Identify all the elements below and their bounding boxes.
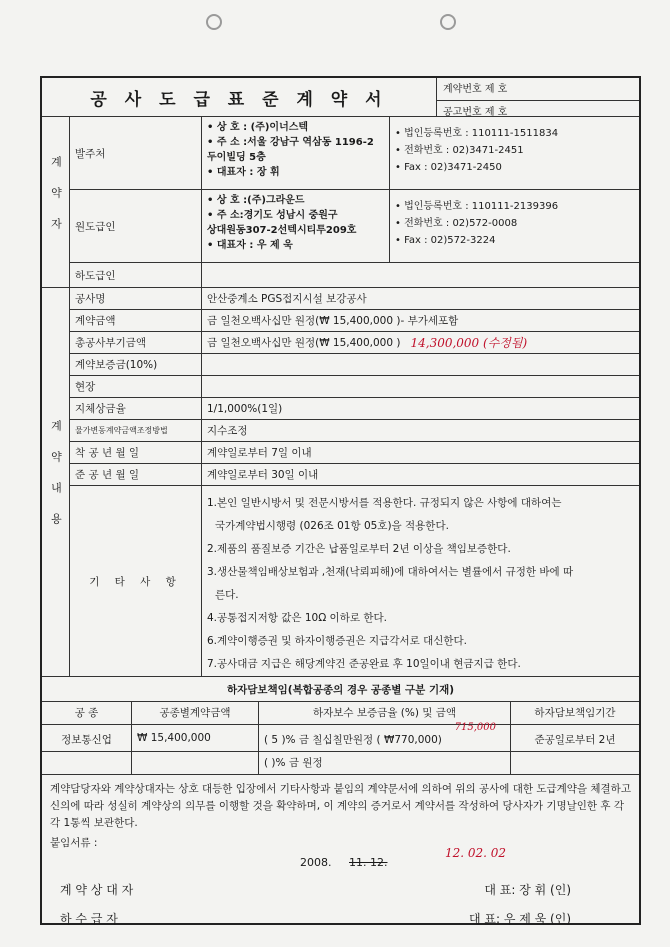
defect-row <box>42 752 639 775</box>
owner-tel: • 전화번호 : 02)3471-2451 <box>395 145 524 156</box>
page-title: 공 사 도 급 표 준 계 약 서 <box>42 78 437 116</box>
contractor-row <box>70 190 639 263</box>
contents-section <box>42 288 639 677</box>
content-label: 계약보증금(10%) <box>70 354 202 375</box>
notice-number: 공고번호 제 호 <box>443 107 508 118</box>
defect-title: 하자담보책임(복합공종의 경우 공종별 구분 기재) <box>226 684 455 696</box>
defect-header-rate: 하자보수 보증금율 (%) 및 금액 <box>259 702 511 724</box>
content-row <box>70 398 639 420</box>
content-value: 지수조정 <box>207 425 248 437</box>
date-handwritten: 12. 02. 02 <box>445 846 507 860</box>
contract-form <box>40 76 641 925</box>
contractor-address2: 상대원동307-2선텍시티투209호 <box>207 225 357 236</box>
contract-number: 계약번호 제 호 <box>437 78 639 101</box>
owner-reg: • 법인등록번호 : 110111-1511834 <box>395 128 559 139</box>
owner-info <box>202 117 390 189</box>
binder-hole-left <box>206 14 222 30</box>
content-label: 총공사부기금액 <box>70 332 202 353</box>
content-value <box>202 354 639 375</box>
contract-amount: 금 일천오백사십만 원정(₩ 15,400,000 ) <box>207 315 401 327</box>
defect-handwritten: 715,000 <box>454 722 496 733</box>
rep-subcontractor: 대 표: 우 제 욱 (인) <box>468 912 571 926</box>
content-label: 현장 <box>70 376 202 397</box>
contractor-reg: • 법인등록번호 : 110111-2139396 <box>395 201 559 212</box>
content-row <box>70 420 639 442</box>
content-label: 물가변동계약금액조정방법 <box>70 420 202 441</box>
date-struck: 11. 12. <box>349 856 388 869</box>
title-row <box>42 78 639 117</box>
rep-contractor: 대 표: 장 휘 (인) <box>484 883 571 897</box>
contract-date <box>50 846 631 869</box>
content-row <box>70 464 639 486</box>
owner-fax: • Fax : 02)3471-2450 <box>395 162 502 173</box>
subcontractor-row <box>70 263 639 287</box>
defect-period <box>511 752 639 774</box>
defect-rate: ( )% 금 원정 <box>259 752 511 774</box>
other-terms-label: 기 타 사 항 <box>70 486 202 676</box>
contractor-name: • 상 호 :(주)그라운드 <box>207 195 305 206</box>
other-terms-clauses <box>202 486 639 676</box>
owner-name: • 상 호 : (주)이너스텍 <box>207 122 309 133</box>
attachments-label: 붙임서류 : <box>50 837 98 849</box>
agreement-text: 계약담당자와 계약상대자는 상호 대등한 입장에서 기타사항과 붙임의 계약문서에 의하여 위의 공사에 대한 도급계약을 체결하고 신의에 따라 성실히 계약상의 의무를 이행할 것을 확약하며, 이 계약의 증거로서 계약서를 작성하여 당사자가 기명날인한 후 각각 1통씩 보관한다. <box>50 783 631 829</box>
number-box <box>437 78 639 116</box>
clause-line: 국가계약법시행령 (026조 01항 05호)을 적용한다. <box>215 520 449 532</box>
content-value <box>202 332 639 353</box>
owner-role: 발주처 <box>70 117 202 189</box>
clause-line: 2.제품의 품질보증 기간은 납품일로부터 2년 이상을 책임보증한다. <box>207 543 511 555</box>
clause-line: 른다. <box>215 589 239 601</box>
party-contractor: 계 약 상 대 자 <box>60 883 134 897</box>
contractor-fax: • Fax : 02)572-3224 <box>395 235 496 246</box>
clause-line: 4.공통접지저항 값은 10Ω 이하로 한다. <box>207 612 387 624</box>
party-subcontractor: 하 수 급 자 <box>60 912 118 926</box>
content-label: 준 공 년 월 일 <box>70 464 202 485</box>
contractor-parties <box>70 117 639 287</box>
owner-row <box>70 117 639 190</box>
content-label: 계약금액 <box>70 310 202 331</box>
defect-rate <box>259 722 511 751</box>
contents-section-label: 계약내용 <box>42 288 70 676</box>
content-row <box>70 288 639 310</box>
defect-type: 정보통신업 <box>42 725 132 751</box>
agreement-block <box>42 775 639 926</box>
handwritten-correction: 14,300,000 (수정됨) <box>410 336 528 350</box>
clause-line: 7.공사대금 지급은 해당계약건 준공완료 후 10일이내 현금지급 한다. <box>207 658 521 670</box>
contractor-contact <box>390 190 639 262</box>
defect-header-period: 하자담보책임기간 <box>534 707 616 719</box>
clause-line: 6.계약이행증권 및 하자이행증권은 지급각서로 대신한다. <box>207 635 467 647</box>
defect-header-type: 공 종 <box>42 702 132 724</box>
contractor-address1: • 주 소:경기도 성남시 중원구 <box>207 210 338 221</box>
content-value <box>202 376 639 397</box>
content-row <box>70 332 639 354</box>
defect-amount <box>132 752 259 774</box>
content-row <box>70 310 639 332</box>
content-row <box>70 442 639 464</box>
content-value: 안산중계소 PGS접지시설 보강공사 <box>207 293 367 305</box>
subcontractor-label: 하도급인 <box>70 263 202 287</box>
owner-contact <box>390 117 639 189</box>
date-printed: 2008. <box>300 856 332 869</box>
content-label: 착 공 년 월 일 <box>70 442 202 463</box>
contractor-tel: • 전화번호 : 02)572-0008 <box>395 218 518 229</box>
defect-title-row <box>42 677 639 702</box>
content-row <box>70 376 639 398</box>
contractor-rep: • 대표자 : 우 제 욱 <box>207 240 293 251</box>
vat-note: - 부가세포함 <box>400 315 459 327</box>
total-amount: 금 일천오백사십만 원정(₩ 15,400,000 ) <box>207 337 401 349</box>
contractor-role: 원도급인 <box>70 190 202 262</box>
content-label: 공사명 <box>70 288 202 309</box>
defect-period: 준공일로부터 2년 <box>534 734 616 746</box>
subcontractor-value <box>202 263 639 287</box>
defect-header-row <box>42 702 639 725</box>
owner-rep: • 대표자 : 장 휘 <box>207 167 280 178</box>
defect-type <box>42 752 132 774</box>
other-terms-row <box>70 486 639 676</box>
clause-line: 1.본인 일반시방서 및 전문시방서를 적용한다. 규정되지 않은 사항에 대하여는 <box>207 497 562 509</box>
defect-amount: ₩ 15,400,000 <box>132 725 259 751</box>
owner-address1: • 주 소 :서울 강남구 역삼동 1196-2 <box>207 137 374 148</box>
signature-row-2 <box>50 910 631 927</box>
clause-line: 3.생산물책임배상보험과 ,천재(낙뢰피해)에 대하여서는 별률에서 규정한 바에 따 <box>207 566 574 578</box>
defect-row <box>42 722 639 752</box>
contractor-section-label: 계약자 <box>42 117 70 287</box>
contractor-info <box>202 190 390 262</box>
content-value <box>202 310 639 331</box>
binder-hole-right <box>440 14 456 30</box>
content-value: 1/1,000%(1일) <box>207 403 283 415</box>
defect-header-amount: 공종별계약금액 <box>132 702 259 724</box>
signature-row-1 <box>50 881 631 898</box>
content-value: 계약일로부터 7일 이내 <box>207 447 312 459</box>
contractor-section <box>42 117 639 288</box>
defect-rate-text: ( 5 )% 금 칠십칠만원정 ( ₩770,000) <box>264 734 442 746</box>
owner-address2: 두이빌딩 5층 <box>207 152 266 163</box>
content-value: 계약일로부터 30일 이내 <box>207 469 319 481</box>
content-row <box>70 354 639 376</box>
content-label: 지체상금율 <box>70 398 202 419</box>
contents-table <box>70 288 639 676</box>
